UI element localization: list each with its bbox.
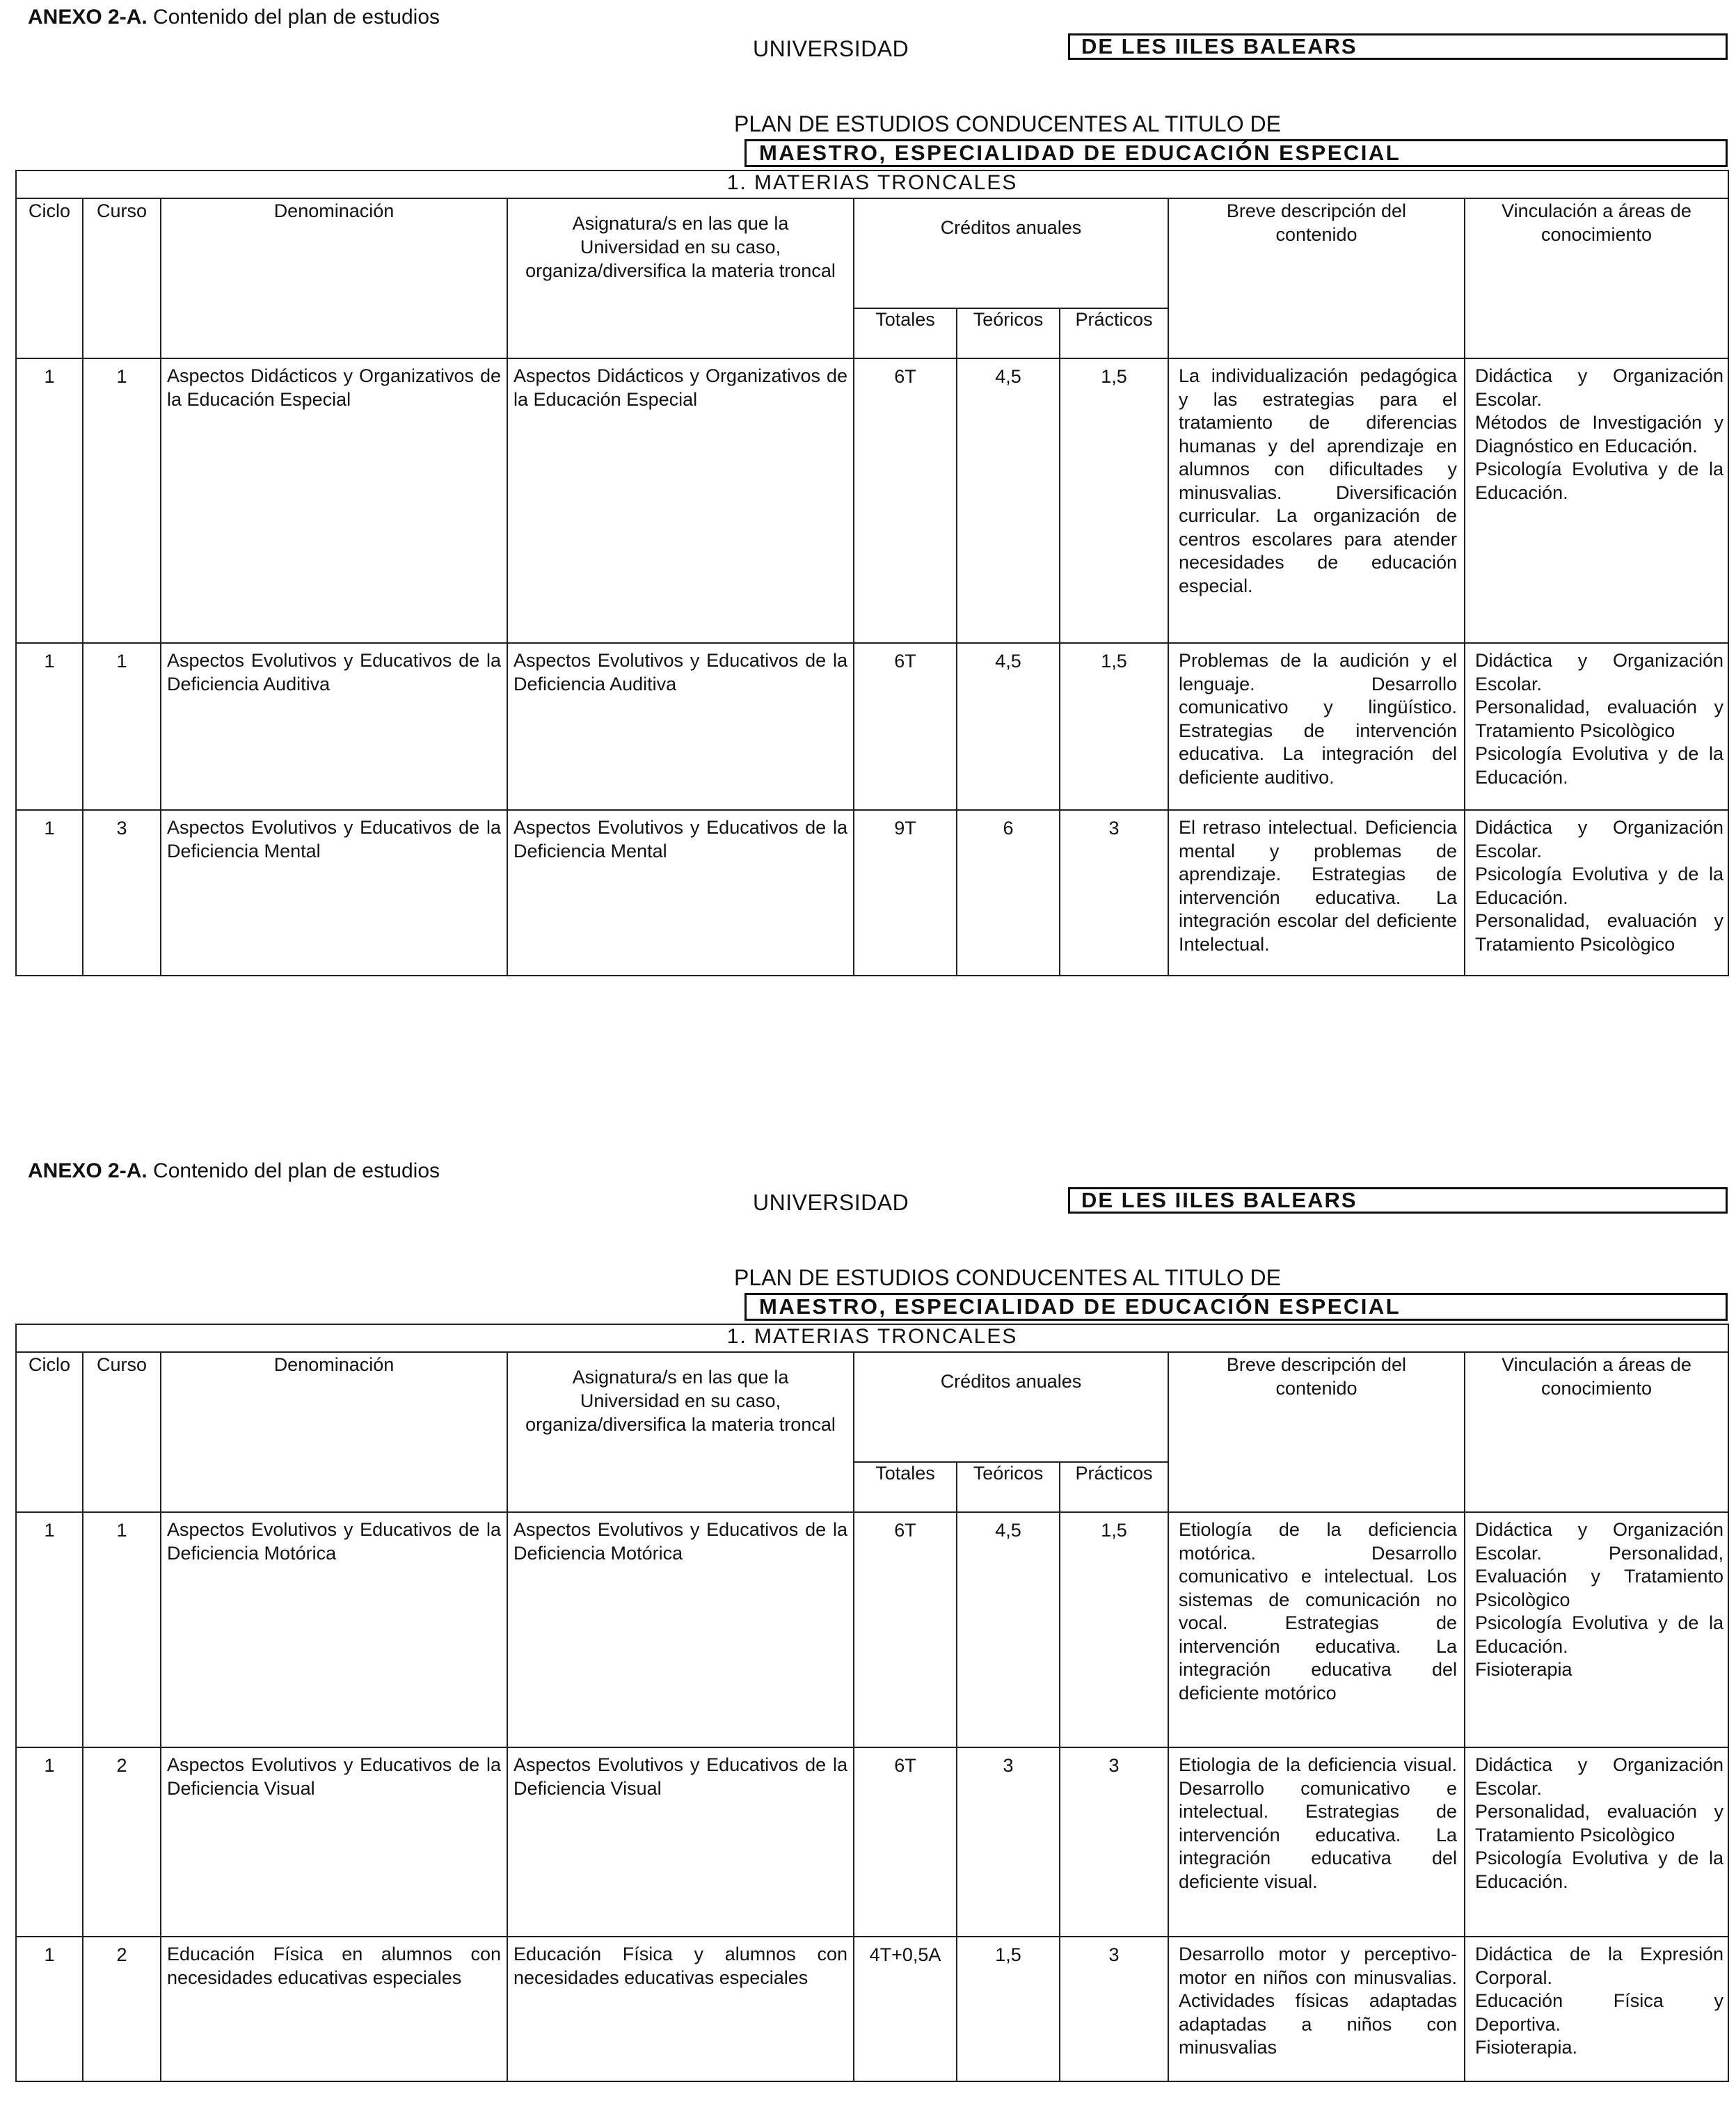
vinculacion-line: Fisioterapia. xyxy=(1475,2037,1578,2058)
cell-vinculacion xyxy=(1465,1512,1728,1747)
col-header-teoricos: Teóricos xyxy=(957,1462,1060,1512)
plan-sheet-1 xyxy=(0,0,1736,974)
col-header-ciclo: Ciclo xyxy=(16,1352,83,1512)
table-row xyxy=(16,1512,1728,1747)
plan-label: PLAN DE ESTUDIOS CONDUCENTES AL TITULO DE xyxy=(734,111,1281,136)
cell-teoricos: 4,5 xyxy=(957,358,1060,643)
col-header-curso: Curso xyxy=(83,1352,161,1512)
cell-totales: 6T xyxy=(854,1747,957,1937)
vinculacion-line: Métodos de Investigación y Diagnóstico en Educación. xyxy=(1475,412,1724,456)
cell-vinculacion xyxy=(1465,1747,1728,1937)
anexo-heading: ANEXO 2-A. Contenido del plan de estudios xyxy=(28,1159,440,1182)
cell-asignatura: Aspectos Evolutivos y Educativos de la Deficiencia Mental xyxy=(507,810,854,976)
col-header-denominacion: Denominación xyxy=(161,1352,507,1512)
universidad-label: UNIVERSIDAD xyxy=(753,36,909,61)
col-header-totales: Totales xyxy=(854,1462,957,1512)
col-header-vinculacion: Vinculación a áreas de conocimiento xyxy=(1465,1352,1728,1512)
cell-descripcion: Desarrollo motor y perceptivo-motor en niños con minusvalias. Actividades físicas adaptadas adaptadas a niños con minusvalias xyxy=(1168,1937,1465,2081)
cell-curso: 1 xyxy=(83,1512,161,1747)
cell-practicos: 1,5 xyxy=(1060,358,1168,643)
cell-ciclo: 1 xyxy=(16,1747,83,1937)
col-header-totales: Totales xyxy=(854,308,957,358)
col-header-denominacion: Denominación xyxy=(161,198,507,358)
col-header-creditos: Créditos anuales xyxy=(854,198,1168,308)
cell-vinculacion xyxy=(1465,1937,1728,2081)
cell-asignatura: Aspectos Evolutivos y Educativos de la Deficiencia Visual xyxy=(507,1747,854,1937)
col-header-teoricos: Teóricos xyxy=(957,308,1060,358)
vinculacion-line: Personalidad, evaluación y Tratamiento Psicològico xyxy=(1475,697,1724,741)
section-title: 1. MATERIAS TRONCALES xyxy=(16,1324,1728,1352)
cell-totales: 6T xyxy=(854,358,957,643)
cell-denominacion: Aspectos Evolutivos y Educativos de la Deficiencia Mental xyxy=(161,810,507,976)
col-header-vinculacion: Vinculación a áreas de conocimiento xyxy=(1465,198,1728,358)
vinculacion-line: Didáctica y Organización Escolar. xyxy=(1475,817,1724,861)
cell-practicos: 3 xyxy=(1060,1937,1168,2081)
cell-denominacion: Aspectos Evolutivos y Educativos de la Deficiencia Auditiva xyxy=(161,643,507,810)
vinculacion-line: Psicología Evolutiva y de la Educación. xyxy=(1475,864,1724,908)
titulo-box: MAESTRO, ESPECIALIDAD DE EDUCACIÓN ESPECIAL xyxy=(744,1293,1728,1321)
cell-curso: 2 xyxy=(83,1747,161,1937)
vinculacion-line: Didáctica y Organización Escolar. Personalidad, Evaluación y Tratamiento Psicològico xyxy=(1475,1519,1724,1610)
table-row xyxy=(16,643,1728,810)
section-title: 1. MATERIAS TRONCALES xyxy=(16,170,1728,198)
vinculacion-line: Psicología Evolutiva y de la Educación. xyxy=(1475,459,1724,503)
col-header-practicos: Prácticos xyxy=(1060,1462,1168,1512)
cell-curso: 3 xyxy=(83,810,161,976)
vinculacion-line: Personalidad, evaluación y Tratamiento Psicològico xyxy=(1475,910,1724,955)
materias-table xyxy=(15,170,1729,976)
cell-curso: 2 xyxy=(83,1937,161,2081)
cell-denominacion: Aspectos Didácticos y Organizativos de la Educación Especial xyxy=(161,358,507,643)
cell-totales: 4T+0,5A xyxy=(854,1937,957,2081)
cell-totales: 6T xyxy=(854,643,957,810)
col-header-creditos: Créditos anuales xyxy=(854,1352,1168,1462)
col-header-descripcion: Breve descripción del contenido xyxy=(1168,1352,1465,1512)
cell-practicos: 1,5 xyxy=(1060,643,1168,810)
table-row xyxy=(16,1747,1728,1937)
cell-practicos: 3 xyxy=(1060,1747,1168,1937)
cell-teoricos: 6 xyxy=(957,810,1060,976)
titulo-box: MAESTRO, ESPECIALIDAD DE EDUCACIÓN ESPECIAL xyxy=(744,139,1728,167)
vinculacion-line: Psicología Evolutiva y de la Educación. xyxy=(1475,1612,1724,1657)
cell-curso: 1 xyxy=(83,643,161,810)
vinculacion-line: Educación Física y Deportiva. xyxy=(1475,1990,1724,2035)
cell-teoricos: 4,5 xyxy=(957,1512,1060,1747)
cell-totales: 6T xyxy=(854,1512,957,1747)
cell-asignatura: Aspectos Evolutivos y Educativos de la Deficiencia Motórica xyxy=(507,1512,854,1747)
vinculacion-line: Psicología Evolutiva y de la Educación. xyxy=(1475,1848,1724,1892)
vinculacion-line: Didáctica y Organización Escolar. xyxy=(1475,365,1724,410)
col-header-descripcion: Breve descripción del contenido xyxy=(1168,198,1465,358)
table-row xyxy=(16,1937,1728,2081)
cell-practicos: 1,5 xyxy=(1060,1512,1168,1747)
cell-ciclo: 1 xyxy=(16,358,83,643)
table-row xyxy=(16,358,1728,643)
col-header-curso: Curso xyxy=(83,198,161,358)
cell-ciclo: 1 xyxy=(16,810,83,976)
vinculacion-line: Didáctica y Organización Escolar. xyxy=(1475,650,1724,694)
cell-descripcion: Etiologia de la deficiencia visual. Desarrollo comunicativo e intelectual. Estrategias de intervención educativa. La integración educativa del deficiente visual. xyxy=(1168,1747,1465,1937)
vinculacion-line: Didáctica de la Expresión Corporal. xyxy=(1475,1944,1724,1988)
col-header-ciclo: Ciclo xyxy=(16,198,83,358)
cell-denominacion: Aspectos Evolutivos y Educativos de la Deficiencia Motórica xyxy=(161,1512,507,1747)
cell-asignatura: Aspectos Didácticos y Organizativos de la Educación Especial xyxy=(507,358,854,643)
cell-vinculacion xyxy=(1465,810,1728,976)
plan-sheet-2 xyxy=(0,1154,1736,2128)
cell-descripcion: Problemas de la audición y el lenguaje. Desarrollo comunicativo y lingüístico. Estrategias de intervención educativa. La integración del deficiente auditivo. xyxy=(1168,643,1465,810)
cell-ciclo: 1 xyxy=(16,1937,83,2081)
anexo-heading: ANEXO 2-A. Contenido del plan de estudios xyxy=(28,6,440,29)
cell-denominacion: Educación Física en alumnos con necesidades educativas especiales xyxy=(161,1937,507,2081)
universidad-label: UNIVERSIDAD xyxy=(753,1190,909,1215)
cell-ciclo: 1 xyxy=(16,1512,83,1747)
col-header-asignatura: Asignatura/s en las que la Universidad en su caso, organiza/diversifica la materia troncal xyxy=(507,1352,854,1512)
cell-denominacion: Aspectos Evolutivos y Educativos de la Deficiencia Visual xyxy=(161,1747,507,1937)
cell-asignatura: Educación Física y alumnos con necesidades educativas especiales xyxy=(507,1937,854,2081)
col-header-practicos: Prácticos xyxy=(1060,308,1168,358)
vinculacion-line: Personalidad, evaluación y Tratamiento Psicològico xyxy=(1475,1801,1724,1845)
cell-curso: 1 xyxy=(83,358,161,643)
cell-teoricos: 4,5 xyxy=(957,643,1060,810)
universidad-name-box: DE LES IILES BALEARS xyxy=(1068,33,1728,60)
cell-teoricos: 3 xyxy=(957,1747,1060,1937)
cell-vinculacion xyxy=(1465,643,1728,810)
cell-ciclo: 1 xyxy=(16,643,83,810)
cell-asignatura: Aspectos Evolutivos y Educativos de la Deficiencia Auditiva xyxy=(507,643,854,810)
cell-descripcion: Etiología de la deficiencia motórica. Desarrollo comunicativo e intelectual. Los sistemas de comunicación no vocal. Estrategias de intervención educativa. La integración educativa del deficiente motórico xyxy=(1168,1512,1465,1747)
table-row xyxy=(16,810,1728,976)
universidad-name-box: DE LES IILES BALEARS xyxy=(1068,1187,1728,1214)
cell-vinculacion xyxy=(1465,358,1728,643)
cell-descripcion: La individualización pedagógica y las estrategias para el tratamiento de diferencias humanas y del aprendizaje en alumnos con dificultades y minusvalias. Diversificación curricular. La organización de centros escolares para atender necesidades de educación especial. xyxy=(1168,358,1465,643)
col-header-asignatura: Asignatura/s en las que la Universidad en su caso, organiza/diversifica la materia troncal xyxy=(507,198,854,358)
cell-teoricos: 1,5 xyxy=(957,1937,1060,2081)
vinculacion-line: Psicología Evolutiva y de la Educación. xyxy=(1475,743,1724,788)
cell-totales: 9T xyxy=(854,810,957,976)
cell-descripcion: El retraso intelectual. Deficiencia mental y problemas de aprendizaje. Estrategias de intervención educativa. La integración escolar del deficiente Intelectual. xyxy=(1168,810,1465,976)
vinculacion-line: Fisioterapia xyxy=(1475,1659,1572,1680)
plan-label: PLAN DE ESTUDIOS CONDUCENTES AL TITULO DE xyxy=(734,1265,1281,1290)
materias-table xyxy=(15,1324,1729,2082)
vinculacion-line: Didáctica y Organización Escolar. xyxy=(1475,1754,1724,1799)
cell-practicos: 3 xyxy=(1060,810,1168,976)
